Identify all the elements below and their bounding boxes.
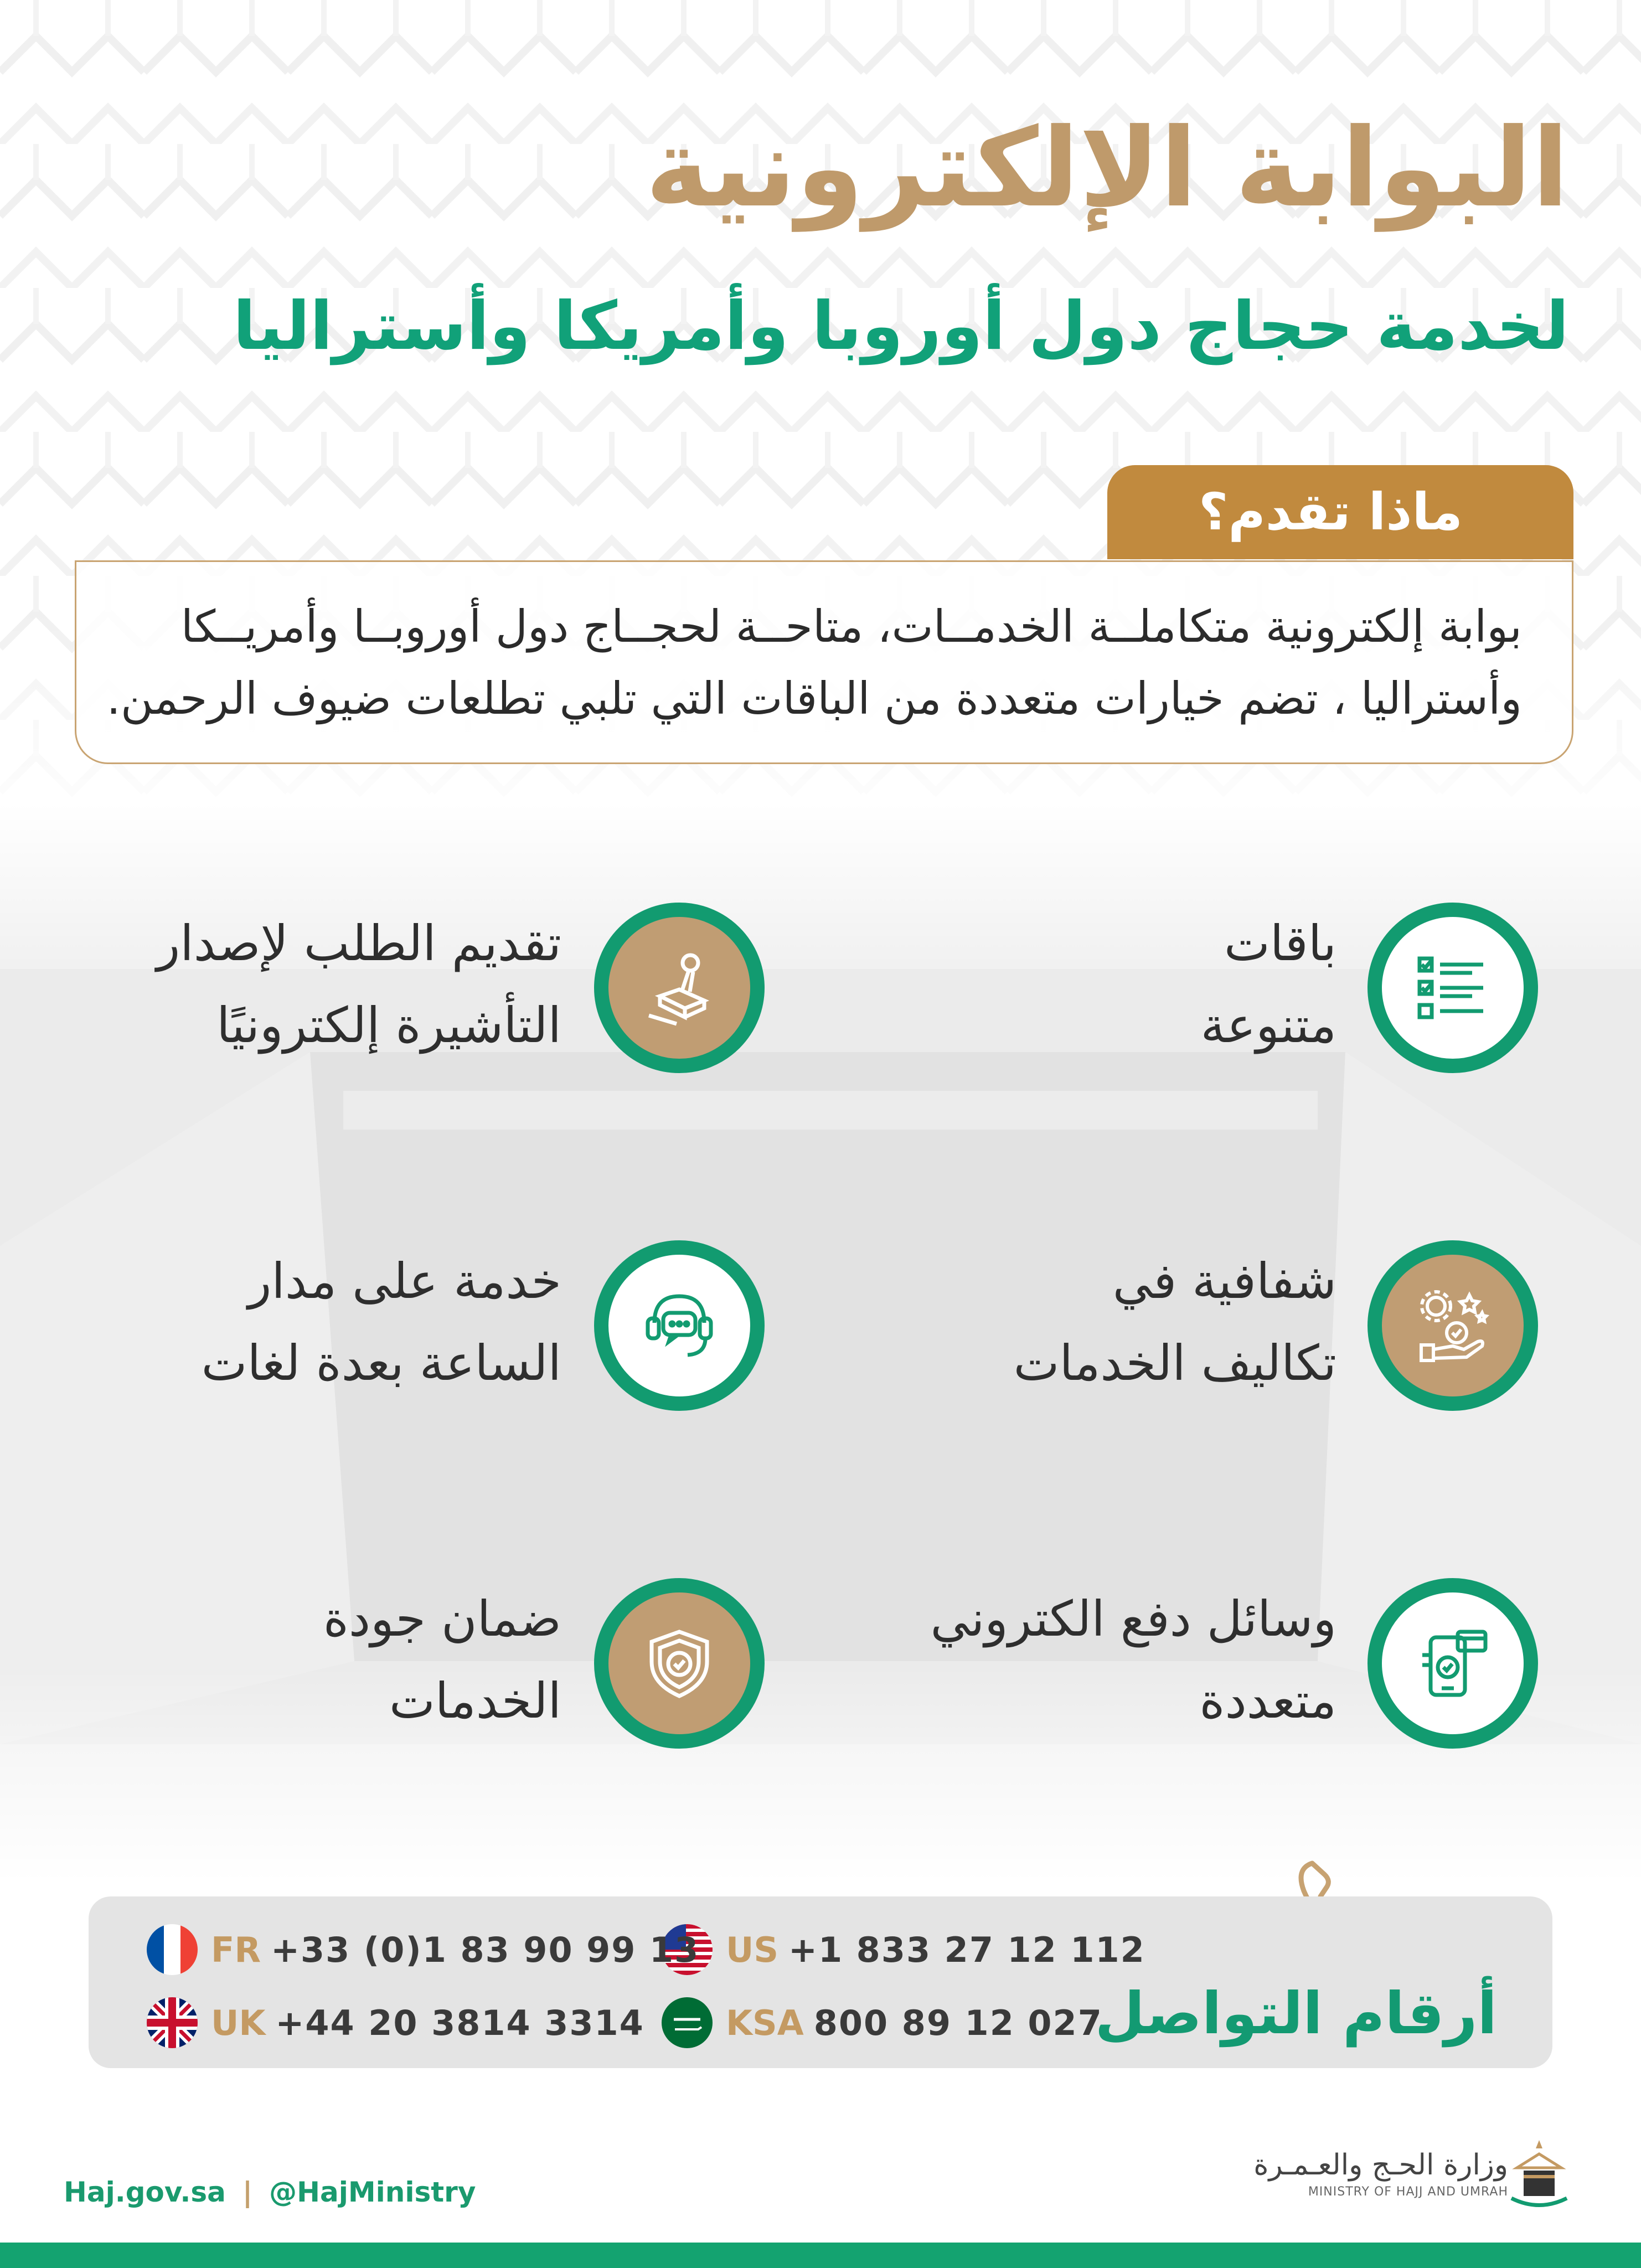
- gear-hand-icon: [1368, 1240, 1538, 1411]
- feature-support-label: خدمة على مدار الساعة بعدة لغات: [201, 1252, 561, 1391]
- ministry-name-arabic: وزارة الحـج والعـمـرة: [1253, 2148, 1508, 2182]
- offer-text-line-1: بوابة إلكترونية متكاملــة الخدمــات، متاحــة لحجــاج دول أوروبــا وأمريــكا: [180, 601, 1522, 652]
- support-chat-icon: [594, 1240, 765, 1411]
- contact-title: أرقام التواصل: [1095, 1980, 1497, 2047]
- feature-quality-label: ضمان جودة الخدمات: [323, 1590, 561, 1729]
- bottom-bar: [0, 2243, 1641, 2268]
- feature-visa-label: تقديم الطلب لإصدار التأشيرة إلكترونيًا: [156, 915, 561, 1054]
- feature-payment-label: وسائل دفع الكتروني متعددة: [930, 1590, 1336, 1729]
- contact-us[interactable]: US +1 833 27 12 112: [662, 1924, 1145, 1975]
- fr-flag-icon: [147, 1924, 198, 1975]
- feature-transparency-label: شفافية في تكاليف الخدمات: [1013, 1252, 1336, 1391]
- shield-check-icon: [594, 1578, 765, 1749]
- social-handle-link[interactable]: @HajMinistry: [269, 2176, 476, 2208]
- ministry-name-english: MINISTRY OF HAJJ AND UMRAH: [1308, 2185, 1508, 2199]
- page-title: البوابة الإلكترونية: [645, 105, 1569, 231]
- uk-flag-icon: [147, 1997, 198, 2048]
- ministry-name: [1253, 2148, 1508, 2199]
- contact-ksa[interactable]: KSA 800 89 12 027: [662, 1997, 1103, 2048]
- mobile-payment-icon: [1368, 1578, 1538, 1749]
- offer-text-line-2: وأستراليا ، تضم خيارات متعددة من الباقات التي تلبي تطلعات ضيوف الرحمن.: [106, 673, 1522, 724]
- contact-fr[interactable]: FR +33 (0)1 83 90 99 13: [147, 1924, 699, 1975]
- contact-panel: [89, 1896, 1552, 2068]
- ksa-flag-icon: [662, 1997, 713, 2048]
- offer-description-box: [75, 560, 1573, 764]
- footer-links: [64, 2176, 476, 2208]
- ministry-logo-icon: [1506, 2137, 1572, 2215]
- offer-tab: ماذا تقدم؟: [1107, 465, 1573, 559]
- checklist-icon: [1368, 903, 1538, 1073]
- footer-separator: |: [242, 2176, 253, 2208]
- page-subtitle: لخدمة حجاج دول أوروبا وأمريكا وأستراليا: [233, 288, 1569, 365]
- feature-packages-label: باقات متنوعة: [1200, 915, 1336, 1054]
- stamp-icon: [594, 903, 765, 1073]
- contact-uk[interactable]: UK +44 20 3814 3314: [147, 1997, 644, 2048]
- website-link[interactable]: Haj.gov.sa: [64, 2176, 226, 2208]
